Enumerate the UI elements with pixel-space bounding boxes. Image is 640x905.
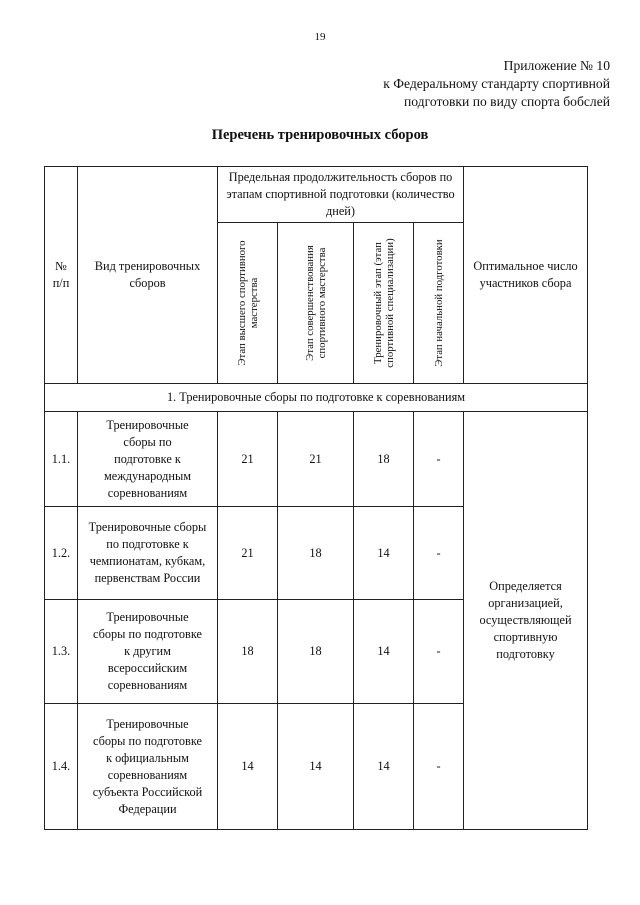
row-camp-name: Тренировочные сборы по подготовке к официальным соревнованиям субъекта Российской Федерации [78,704,218,830]
appendix-note [383,57,610,111]
row-value: 14 [354,600,414,704]
stage-label: Этап высшего спортивного мастерства [235,240,260,366]
document-title: Перечень тренировочных сборов [211,127,429,143]
header-stage-higher-mastery [218,223,278,384]
row-value: 14 [354,507,414,600]
stage-label: Этап начальной подготовки [432,239,445,367]
row-value: 21 [218,412,278,507]
participants-value: Определяется организацией, осуществляющей спортивную подготовку [464,412,588,830]
row-value: 18 [218,600,278,704]
appendix-line: подготовки по виду спорта бобслей [404,94,610,109]
appendix-line: Приложение № 10 [503,58,610,73]
header-camp-kind: Вид тренировочных сборов [78,167,218,384]
row-value: 14 [278,704,354,830]
section-title: 1. Тренировочные сборы по подготовке к соревнованиям [45,384,588,412]
stage-label: Этап совершенствования спортивного мастерства [303,245,328,361]
header-stage-initial [414,223,464,384]
row-value: - [414,704,464,830]
row-number: 1.2. [45,507,78,600]
row-camp-name: Тренировочные сборы по подготовке к чемпионатам, кубкам, первенствам России [78,507,218,600]
row-value: - [414,507,464,600]
header-stage-mastery-improvement [278,223,354,384]
row-number: 1.1. [45,412,78,507]
row-value: - [414,412,464,507]
header-number: № п/п [45,167,78,384]
row-value: - [414,600,464,704]
row-number: 1.4. [45,704,78,830]
header-participants: Оптимальное число участников сбора [464,167,588,384]
stage-label: Тренировочный этап (этап спортивной специализации) [371,238,396,368]
row-number: 1.3. [45,600,78,704]
row-value: 14 [354,704,414,830]
row-value: 18 [278,507,354,600]
row-value: 21 [278,412,354,507]
row-camp-name: Тренировочные сборы по подготовке к международным соревнованиям [78,412,218,507]
training-camps-table [44,166,588,830]
row-value: 18 [278,600,354,704]
header-stage-training [354,223,414,384]
row-value: 18 [354,412,414,507]
row-value: 14 [218,704,278,830]
appendix-line: к Федеральному стандарту спортивной [383,76,610,91]
page-number: 19 [314,31,326,43]
header-duration: Предельная продолжительность сборов по этапам спортивной подготовки (количество дней) [218,167,464,223]
row-value: 21 [218,507,278,600]
row-camp-name: Тренировочные сборы по подготовке к другим всероссийским соревнованиям [78,600,218,704]
